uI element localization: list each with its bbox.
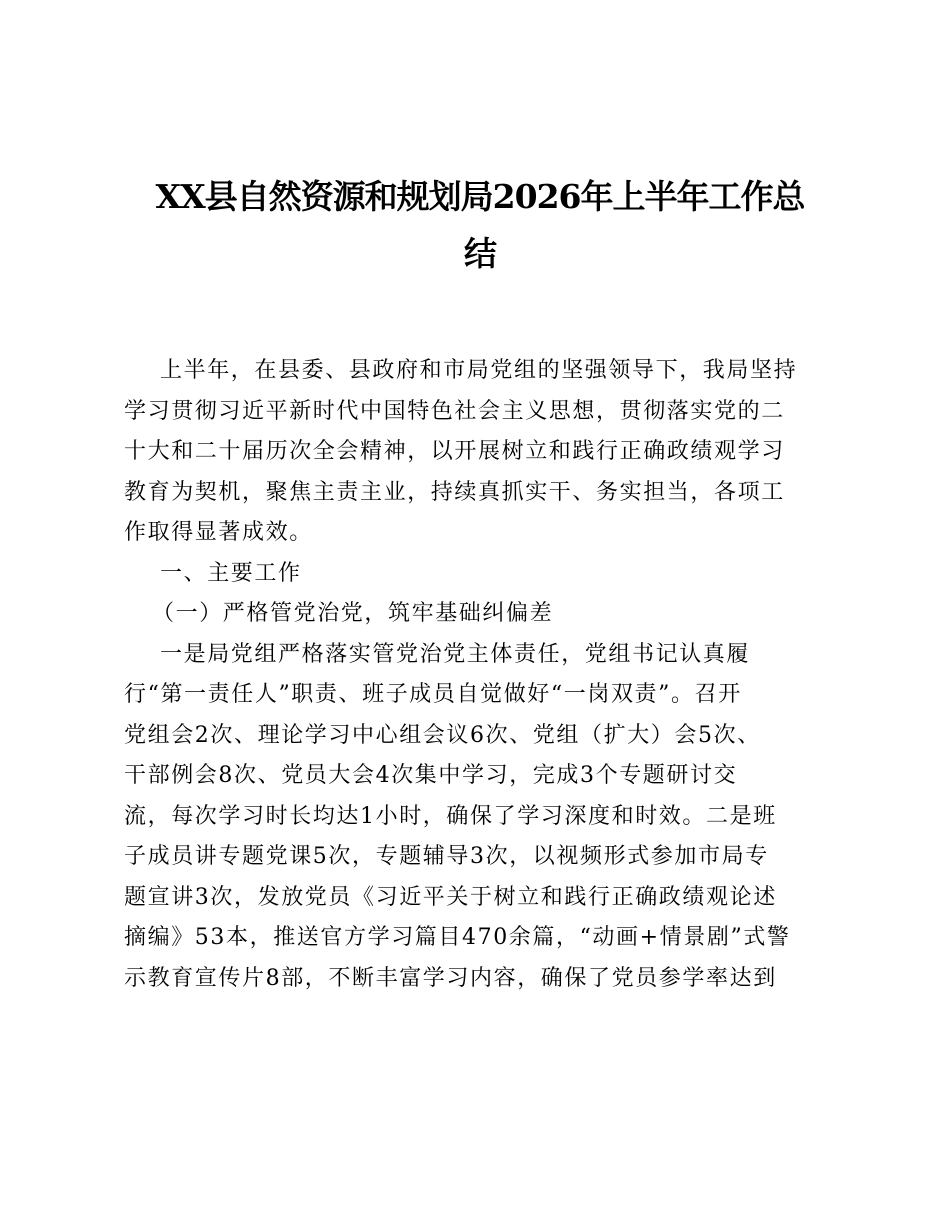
- body-line: 流，每次学习时长均达1小时，确保了学习深度和时效。二是班: [124, 803, 777, 829]
- intro-line: 十大和二十届历次全会精神，以开展树立和践行正确政绩观学习: [124, 439, 785, 464]
- body-line: 干部例会8次、党员大会4次集中学习，完成3个专题研讨交: [124, 763, 738, 788]
- intro-line: 上半年，在县委、县政府和市局党组的坚强领导下，我局坚持: [160, 358, 798, 383]
- body-line: 题宣讲3次，发放党员《习近平关于树立和践行正确政绩观论述: [124, 884, 777, 910]
- intro-line: 学习贯彻习近平新时代中国特色社会主义思想，贯彻落实党的二: [124, 398, 785, 424]
- body-line: 示教育宣传片8部，不断丰富学习内容，确保了党员参学率达到: [124, 965, 777, 991]
- body-line: 党组会2次、理论学习中心组会议6次、党组（扩大）会5次、: [124, 722, 761, 748]
- body-line: 行“第一责任人”职责、班子成员自觉做好“一岗双责”。召开: [124, 682, 742, 707]
- subsection-heading-party-governance: （一）严格管党治党，筑牢基础纠偏差: [152, 601, 554, 626]
- intro-line: 教育为契机，聚焦主责主业，持续真抓实干、务实担当，各项工: [124, 479, 785, 505]
- body-line: 一是局党组严格落实管党治党主体责任，党组书记认真履: [160, 641, 751, 667]
- body-line: 摘编》53本，推送官方学习篇目470余篇，“动画+情景剧”式警: [124, 925, 791, 950]
- body-paragraph: [124, 635, 844, 1000]
- body-line: 子成员讲专题党课5次，专题辅导3次，以视频形式参加市局专: [124, 844, 769, 869]
- document-title: [100, 168, 860, 282]
- title-line-1: XX县自然资源和规划局2026年上半年工作总: [155, 177, 805, 216]
- section-heading-main-work: 一、主要工作: [160, 560, 302, 586]
- intro-line: 作取得显著成效。: [124, 520, 313, 545]
- title-line-2: 结: [464, 234, 496, 273]
- document-body: [124, 351, 844, 999]
- intro-paragraph: [124, 351, 844, 554]
